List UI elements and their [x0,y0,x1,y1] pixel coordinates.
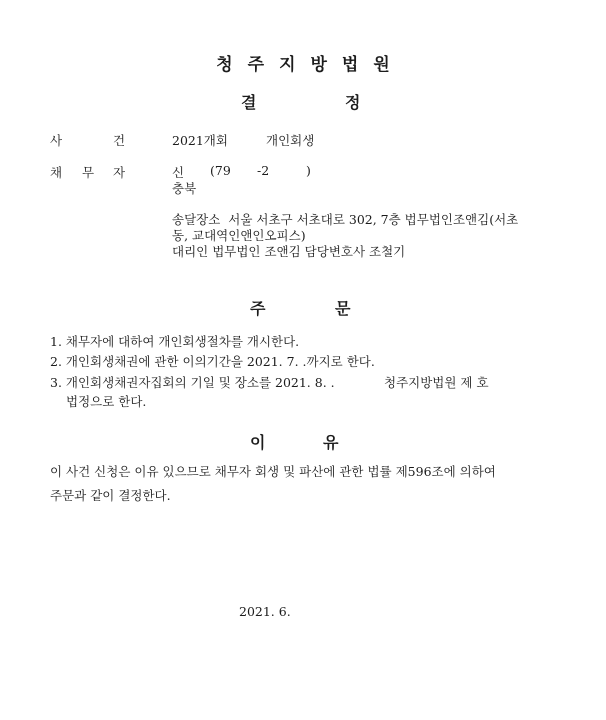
case-label-2: 건 [113,133,126,148]
order-heading-right: 문 [335,299,351,318]
order-heading-left: 주 [250,299,266,318]
debtor-birth-close: ) [306,163,311,178]
debtor-label-1: 채 [50,165,63,180]
reason-line2: 주문과 같이 결정한다. [50,488,171,503]
doc-type-right: 정 [345,93,361,112]
debtor-name: 신 [172,165,185,180]
debtor-label-2: 무 [82,165,95,180]
case-name: 개인회생 [266,133,315,148]
reason-heading-right: 유 [323,433,339,452]
order-1: 1. 채무자에 대하여 개인회생절차를 개시한다. [50,334,300,349]
order-3-line2: 법정으로 한다. [66,394,147,409]
debtor-birth-mid: -2 [257,163,270,178]
court-name: 청주지방법원 [216,55,405,75]
debtor-birth-open: (79 [210,163,231,178]
case-label-1: 사 [50,133,63,148]
doc-type-left: 결 [241,93,257,112]
service-address: 서울 서초구 서초대로 302, 7층 법무법인조앤김(서초 [228,212,519,227]
debtor-address: 충북 [172,181,197,196]
service-label: 송달장소 [172,212,221,227]
service-address-line2: 동, 교대역인앤인오피스) [172,228,306,243]
reason-line1: 이 사건 신청은 이유 있으므로 채무자 회생 및 파산에 관한 법률 제596조에 의하여 [50,464,496,479]
order-2: 2. 개인회생채권에 관한 이의기간을 2021. 7. .까지로 한다. [50,354,375,369]
order-3-line1-left: 3. 개인회생채권자집회의 기일 및 장소를 2021. 8. . [50,375,335,390]
debtor-label-3: 자 [113,165,126,180]
representative: 대리인 법무법인 조앤김 담당변호사 조철기 [172,244,406,259]
case-number: 2021개회 [172,133,228,148]
reason-heading-left: 이 [250,433,266,452]
decision-date: 2021. 6. [239,604,291,619]
order-3-line1-right: 청주지방법원 제 호 [384,375,489,390]
